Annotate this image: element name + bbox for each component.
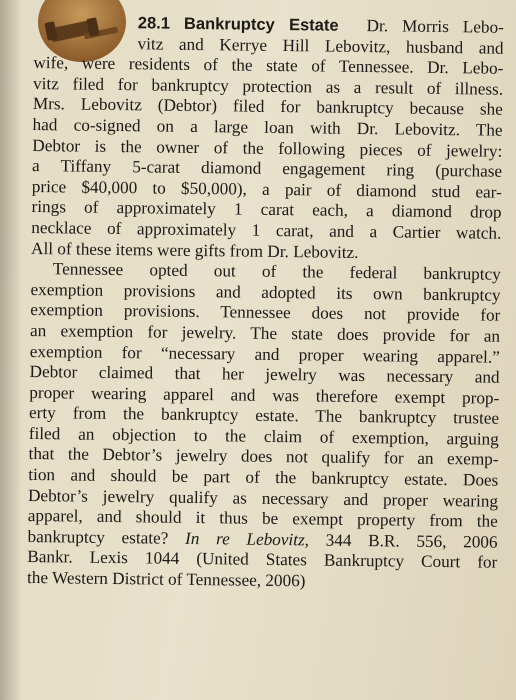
paragraph2-line: filed an objection to the claim of exemption, arguing — [28, 423, 499, 449]
paragraph1-line: a Tiffany 5-carat diamond engagement ring (purchase — [32, 156, 503, 181]
citation-line: Bankr. Lexis 1044 (United States Bankruptcy Court for — [27, 547, 498, 573]
paragraph2-line: erty from the bankruptcy estate. The bankruptcy trustee — [28, 403, 500, 428]
problem-text — [27, 12, 504, 594]
paragraph1-line: wife, were residents of the state of Tennessee. Dr. Lebo- — [33, 53, 504, 78]
paragraph1-line: Debtor is the owner of the following pieces of jewelry: — [32, 135, 503, 161]
paragraph2-line: exemption for “necessary and proper wearing apparel.” — [29, 341, 500, 367]
citation-post: 344 B.R. 556, 2006 — [325, 530, 498, 552]
paragraph2-line: exemption provisions and adopted its own bankruptcy — [30, 279, 501, 305]
citation-pre: bankruptcy estate? — [27, 526, 169, 548]
paragraph2-line: tion and should be part of the bankruptcy estate. Does — [28, 465, 499, 490]
paragraph2-line: Debtor claimed that her jewelry was necessary and — [29, 362, 500, 387]
paragraph1-line1: Dr. Morris Lebo- — [366, 16, 504, 37]
paragraph2-line: Debtor’s jewelry qualify as necessary and proper wearing — [27, 485, 499, 511]
paragraph1-line: vitz filed for bankruptcy protection as a result of illness. — [33, 73, 504, 99]
page-shadow — [0, 0, 22, 700]
problem-number: 28.1 — [137, 14, 171, 33]
paragraph2-line: proper wearing apparel and was therefore exempt prop- — [29, 382, 500, 408]
problem-title: Bankruptcy Estate — [183, 14, 339, 35]
paragraph2-line: apparel, and should it thus be exempt property from the — [27, 506, 498, 531]
paragraph2-line: exemption provisions. Tennessee does not provide for — [30, 300, 501, 326]
paragraph1-line: had co-signed on a large loan with Dr. Lebovitz. The — [32, 114, 503, 140]
paragraph1-line: Mrs. Lebovitz (Debtor) filed for bankruptcy because she — [32, 94, 503, 120]
case-name: In re Lebovitz, — [184, 528, 310, 550]
paragraph1-line: vitz and Kerrye Hill Lebovitz, husband and — [137, 33, 504, 58]
paragraph2-line: that the Debtor’s jewelry does not qualify for an exemp- — [28, 444, 499, 470]
paragraph2-line: Tennessee opted out of the federal bankruptcy — [52, 259, 501, 284]
citation-line: the Western District of Tennessee, 2006) — [26, 567, 306, 591]
paragraph1-line: necklace of approximately 1 carat, and a Cartier watch. — [31, 217, 502, 243]
paragraph1-line: rings of approximately 1 carat each, a diamond drop — [31, 197, 502, 223]
paragraph1-line: All of these items were gifts from Dr. Lebovitz. — [31, 238, 359, 262]
paragraph1-line: price $40,000 to $50,000), a pair of diamond stud ear- — [31, 176, 502, 202]
paragraph2-line: an exemption for jewelry. The state does provide for an — [29, 320, 501, 346]
